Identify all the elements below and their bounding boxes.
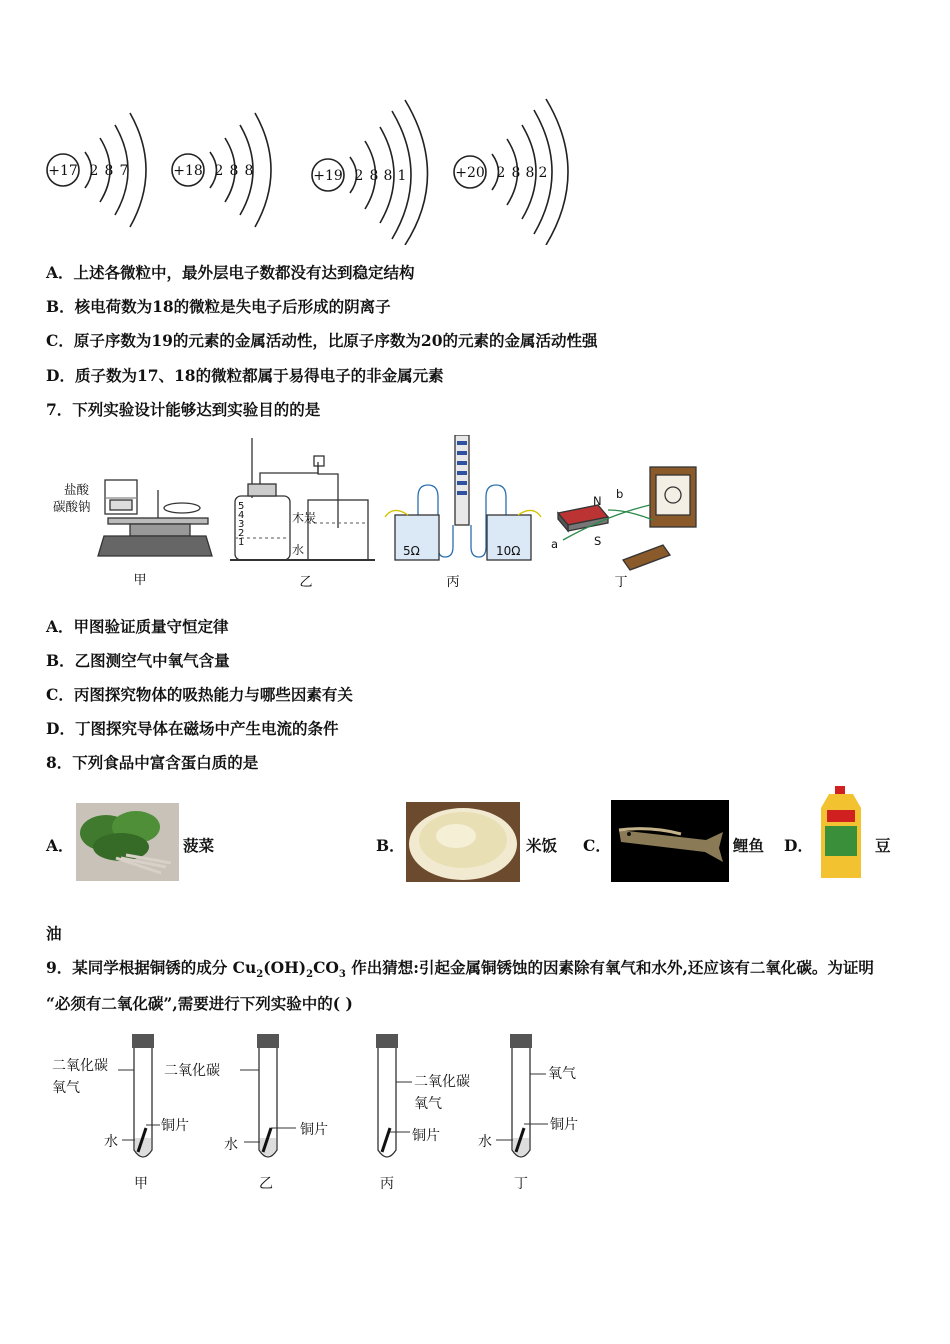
atom-structure-diagrams: [40, 95, 570, 245]
soy-oil-bottle-image: [817, 786, 867, 882]
spinach-image: [76, 803, 179, 881]
bing-gas-1: 二氧化碳: [414, 1074, 470, 1090]
carp-image: [611, 800, 729, 882]
q6-option-b: B．核电荷数为18的微粒是失电子后形成的阴离子: [46, 297, 391, 316]
atom3-shell1: 2: [354, 168, 364, 184]
yi-gas-1: 二氧化碳: [164, 1063, 220, 1079]
yi-water-label: 水: [292, 543, 305, 557]
q7-figure-yi-oxygen: [230, 438, 375, 590]
q8-option-b-name: 米饭: [526, 836, 558, 855]
atom4-nucleus: +20: [455, 165, 485, 181]
bing-copper: 铜片: [412, 1128, 440, 1144]
yi-mark-4: 4: [238, 510, 245, 521]
q9-stem-line2: “必须有二氧化碳”,需要进行下列实验中的( ): [46, 994, 353, 1013]
jia-copper: 铜片: [161, 1118, 189, 1134]
q7-option-b: B．乙图测空气中氧气含量: [46, 651, 230, 670]
q8-option-d-letter: D．: [784, 836, 813, 855]
ding-figure-label: 丁: [614, 575, 628, 590]
q7-figure-bing-utube: [383, 435, 543, 590]
atom1-shell3: 7: [119, 163, 129, 179]
q9-stem-line1: 9．某同学根据铜锈的成分 $Cu_2(OH)_2CO_3$ 作出猜想:引起金属铜锈蚀的因素除有氧气和水外,还应该有二氧化碳。为证明: [46, 958, 874, 981]
q8-option-a-letter: A．: [46, 836, 74, 855]
atom2-shell2: 8: [229, 163, 239, 179]
atom4-shell2: 8: [511, 165, 521, 181]
yi-copper: 铜片: [300, 1122, 328, 1138]
atom3-shell2: 8: [369, 168, 379, 184]
jia-figure-label: 甲: [133, 573, 147, 588]
q6-option-c: C．原子序数为19的元素的金属活动性，比原子序数为20的元素的金属活动性强: [46, 331, 598, 350]
atom2-shell1: 2: [214, 163, 224, 179]
yi-figure-label: 乙: [299, 575, 313, 590]
ding-a-label: a: [551, 537, 559, 551]
q9-tube-ding: [470, 1030, 600, 1198]
q8-option-c-letter: C．: [583, 836, 611, 855]
bing-figure-label: 丙: [446, 575, 460, 590]
bing-r2: 10Ω: [496, 544, 521, 558]
bing-gas-2: 氧气: [414, 1096, 442, 1112]
jia-carbonate-label: 碳酸钠: [53, 499, 91, 514]
atom4-shell3: 8: [525, 165, 535, 181]
atom2-shell3: 8: [244, 163, 254, 179]
tube-bing-label: 丙: [380, 1176, 394, 1192]
yi-water-tube: 水: [224, 1137, 238, 1153]
q7-option-c: C．丙图探究物体的吸热能力与哪些因素有关: [46, 685, 353, 704]
q6-option-d: D．质子数为17、18的微粒都属于易得电子的非金属元素: [46, 366, 444, 385]
yi-mark-5: 5: [238, 501, 245, 512]
ding-b-label: b: [616, 487, 624, 501]
q7-stem: 7．下列实验设计能够达到实验目的的是: [46, 400, 321, 419]
yi-mark-1: 1: [238, 537, 245, 548]
atom4-shell4: 2: [538, 165, 548, 181]
jia-gas-2: 氧气: [52, 1080, 80, 1096]
yi-mark-3: 3: [238, 519, 245, 530]
tube-jia-label: 甲: [134, 1176, 148, 1192]
q8-stem: 8．下列食品中富含蛋白质的是: [46, 753, 259, 772]
atom1-shell2: 8: [104, 163, 114, 179]
q7-option-a: A．甲图验证质量守恒定律: [46, 617, 229, 636]
yi-charcoal-1: 木炭: [292, 511, 317, 525]
jia-water: 水: [104, 1134, 118, 1150]
q7-figure-jia-balance: [50, 470, 220, 590]
atom1-nucleus: +17: [48, 163, 78, 179]
tube-ding-label: 丁: [514, 1176, 528, 1192]
bing-r1: 5Ω: [403, 544, 420, 558]
q6-option-a: A．上述各微粒中，最外层电子数都没有达到稳定结构: [46, 263, 415, 282]
jia-gas-1: 二氧化碳: [52, 1058, 108, 1074]
tube-yi-label: 乙: [259, 1176, 273, 1192]
atom3-shell3: 8: [383, 168, 393, 184]
q7-option-d: D．丁图探究导体在磁场中产生电流的条件: [46, 719, 339, 738]
q8-option-b-letter: B．: [376, 836, 405, 855]
q8-option-d-name: 豆: [875, 836, 891, 855]
jia-acid-label: 盐酸: [64, 482, 90, 497]
atom4-shell1: 2: [496, 165, 506, 181]
ding-gas-1: 氧气: [548, 1066, 576, 1082]
q8-option-a-name: 菠菜: [183, 836, 215, 855]
atom2-nucleus: +18: [173, 163, 203, 179]
q7-figure-ding-induction: [548, 465, 708, 590]
ding-n-label: N: [593, 494, 602, 508]
atom3-shell4: 1: [397, 168, 407, 184]
atom3-nucleus: +19: [313, 168, 343, 184]
yi-mark-2: 2: [238, 528, 245, 539]
ding-s-label: S: [594, 534, 602, 548]
q8-option-d-wrap: 油: [46, 924, 62, 943]
ding-copper: 铜片: [550, 1117, 578, 1133]
rice-image: [406, 802, 520, 882]
q9-tube-yi: [160, 1030, 340, 1198]
ding-water: 水: [478, 1134, 492, 1150]
q8-option-c-name: 鲤鱼: [733, 836, 765, 855]
atom1-shell1: 2: [89, 163, 99, 179]
